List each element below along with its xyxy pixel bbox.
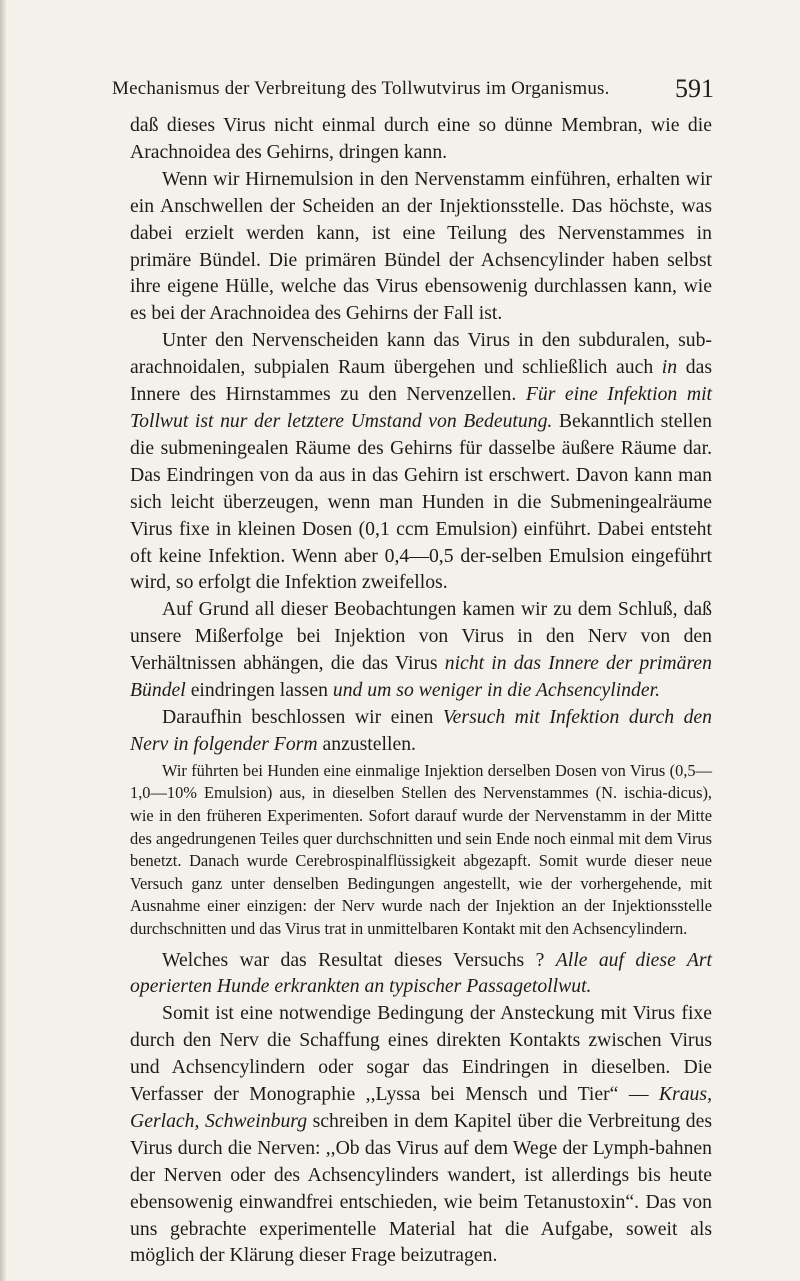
paragraph-6-emphasis: Alle auf diese Art operierten Hunde erkrankten an typischer Passagetollwut. (130, 948, 712, 998)
paragraph-5 (130, 704, 712, 758)
paragraph-7 (130, 1000, 712, 1269)
paragraph-4-emphasis-1: nicht in das Innere der primären Bündel (130, 652, 712, 702)
body-text (130, 112, 712, 1269)
paragraph-7-text-a: Somit ist eine notwendige Bedingung der Ansteckung mit Virus fixe durch den Nerv die Schaffung eines direkten Kontakts zwischen Virus und Achsencylindern oder sogar das Eindringen in dieselben. Die Verfasser der Monographie ,,Lyssa bei Mensch und Tier“ — (130, 1002, 712, 1106)
page-header (112, 74, 714, 108)
paragraph-4 (130, 596, 712, 704)
paragraph-6-text-a: Welches war das Resultat dieses Versuchs ? (162, 948, 556, 971)
paragraph-3-text-e: Bekanntlich stellen die submeningealen Räume des Gehirns für dasselbe äußere Räume dar. Das Eindringen von da aus in das Gehirn ist erschwert. Davon kann man sich leicht überzeugen, wenn man Hunden in die Submeningealräume Virus fixe in kleinen Dosen (0,1 ccm Emulsion) einführt. Dabei entsteht oft keine Infektion. Wenn aber 0,4—0,5 der-selben Emulsion eingeführt wird, so erfolgt die Infektion zweifellos. (130, 409, 712, 594)
paragraph-5-emphasis: Versuch mit Infektion durch den Nerv in folgender Form (130, 705, 712, 755)
paragraph-7-text-c: schreiben in dem Kapitel über die Verbreitung des Virus durch die Nerven: ,,Ob das Virus auf dem Wege der Lymph-bahnen der Nerven oder des Achsencylinders wandert, ist allerdings bis heute ebensowenig einwandfrei entschieden, wie beim Tetanustoxin“. Das von uns gebrachte experimentelle Material hat die Aufgabe, soweit als möglich der Klärung dieser Frage beizutragen. (130, 1109, 712, 1267)
paragraph-3 (130, 327, 712, 596)
paragraph-4-text-a: Auf Grund all dieser Beobachtungen kamen wir zu dem Schluß, daß unsere Mißerfolge bei Injektion von Virus in den Nerv von den Verhältnissen abhängen, die das Virus (130, 598, 712, 675)
paragraph-3-emphasis-in: in (661, 356, 678, 379)
paragraph-1: daß dieses Virus nicht einmal durch eine so dünne Membran, wie die Arachnoidea des Gehirns, dringen kann. (130, 114, 712, 163)
paragraph-2: Wenn wir Hirnemulsion in den Nervenstamm einführen, erhalten wir ein Anschwellen der Scheiden an der Injektionsstelle. Das höchste, was dabei erzielt werden kann, ist eine Teilung des Nervenstammes in primäre Bündel. Die primären Bündel der Achsencylinder haben selbst ihre eigene Hülle, welche das Virus ebensowenig durchlassen kann, wie es bei der Arachnoidea des Gehirns der Fall ist. (130, 167, 712, 325)
paragraph-3-text-c: das Innere des Hirnstammes zu den Nervenzellen. (130, 356, 712, 406)
paragraph-5-text-c: anzustellen. (317, 732, 416, 755)
paragraph-3-emphasis: Für eine Infektion mit Tollwut ist nur der letztere Umstand von Bedeutung. (130, 383, 713, 432)
paragraph-5-text-a: Daraufhin beschlossen wir einen (162, 705, 443, 728)
paragraph-3-text-a: Unter den Nervenscheiden kann das Virus in den subduralen, sub-arachnoidalen, subpialen Raum übergehen und schließlich auch (130, 329, 712, 379)
paragraph-6 (130, 947, 712, 1001)
page-edge-shadow (0, 0, 6, 1281)
paragraph-7-authors: Kraus, Gerlach, Schweinburg (130, 1083, 712, 1132)
paragraph-4-emphasis-2: und um so weniger in die Achsencylinder. (332, 679, 661, 702)
page-number: 591 (675, 74, 714, 103)
paragraph-4-text-c: eindringen lassen (185, 679, 333, 702)
running-title: Mechanismus der Verbreitung des Tollwutvirus im Organismus. (112, 78, 610, 99)
experiment-small-print: Wir führten bei Hunden eine einmalige Injektion derselben Dosen von Virus (0,5—1,0—10% Emulsion) aus, in dieselben Stellen des Nervenstammes (N. ischia-dicus), wie in den früheren Experimenten. Sofort darauf wurde der Nervenstamm in der Mitte des angedrungenen Teiles quer durchschnitten und sein Ende noch einmal mit dem Virus benetzt. Danach wurde Cerebrospinalflüssigkeit abgezapft. Somit wurde dieser neue Versuch ganz unter denselben Bedingungen angestellt, wie der vorhergehende, mit Ausnahme einer einzigen: der Nerv wurde nach der Injektion an der Injektionsstelle durchschnitten und das Virus trat in unmittelbaren Kontakt mit den Achsencylindern. (130, 760, 712, 938)
